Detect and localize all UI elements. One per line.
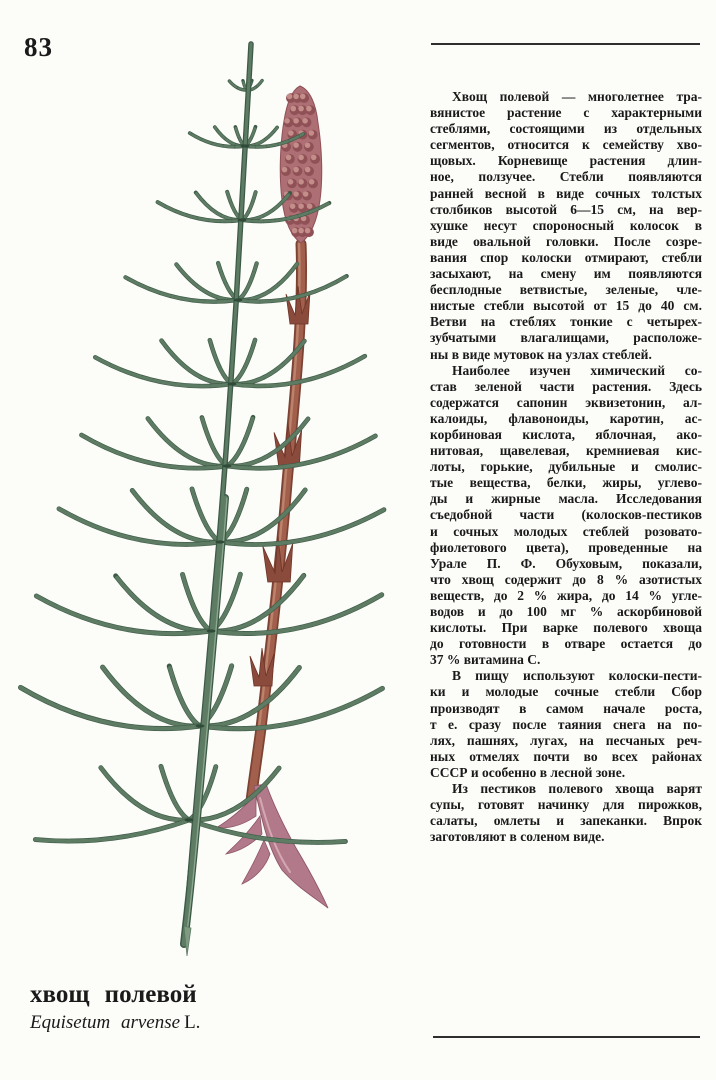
text-line: Урале П. Ф. Обуховым, показали, (430, 555, 702, 571)
text-line: нистые стебли высотой от 15 до 40 см. (430, 298, 702, 314)
text-line: став зеленой части растения. Здесь (430, 378, 702, 394)
text-line: водов и до 100 мг % аскорбиновой (430, 604, 702, 619)
text-line: лях, пашнях, лугах, на песчаных реч- (430, 732, 702, 748)
paragraph (430, 363, 702, 669)
article-text (430, 89, 702, 845)
text-line: СССР и особенно в лесной зоне. (430, 764, 626, 780)
text-line: Ветви на стеблях тонкие с четырех- (430, 314, 702, 330)
sterile-stem (21, 44, 384, 956)
text-line: лоты, горькие, дубильные и смолис- (430, 459, 702, 475)
bottom-rule (433, 1036, 700, 1038)
text-line: щовых. Корневище растения длин- (430, 153, 702, 169)
text-line: кислоты. При варке полевого хвоща (430, 620, 702, 636)
page-number: 83 (24, 32, 53, 62)
paragraph (430, 781, 702, 845)
paragraph (430, 89, 702, 363)
text-line: хушке несут спороносный колосок в (430, 217, 702, 233)
text-line: сегментов, относится к семейству хво- (430, 137, 702, 153)
text-line: Хвощ полевой — многолетнее тра- (452, 89, 702, 104)
text-line: Наиболее изучен химический со- (452, 362, 702, 378)
text-line: бесплодные ветвистые, зеленые, чле- (430, 282, 702, 298)
species-title: хвощ полевой (30, 981, 197, 1008)
text-line: вянистое растение с характерными (430, 105, 702, 121)
paragraph (430, 668, 702, 781)
top-rule (431, 43, 700, 45)
latin-name (30, 1011, 200, 1035)
text-line: ки и молодые сочные стебли Сбор (430, 684, 702, 700)
horsetail-illustration (0, 28, 388, 968)
latin-name-italic: Equisetum arvense (30, 1012, 181, 1033)
text-line: тые вещества, белки, жиры, углево- (430, 475, 702, 491)
text-line: производят в самом начале роста, (430, 700, 702, 716)
latin-author: L. (184, 1012, 201, 1033)
text-line: т е. сразу после таяния снега на по- (430, 716, 702, 732)
text-line: ное, ползучее. Стебли появляются (430, 169, 702, 185)
species-title-block (30, 981, 200, 1035)
text-line: съедобной части (колосков-пестиков (430, 507, 702, 523)
text-line: до готовности в отваре остается до (430, 636, 702, 652)
text-line: салаты, омлеты и запеканки. Впрок (430, 813, 702, 829)
text-line: заготовляют в соленом виде. (430, 829, 605, 845)
text-line: зубчатыми влагалищами, расположе- (430, 330, 702, 346)
text-line: ранней весной в виде сочных толстых (430, 185, 702, 201)
text-line: Из пестиков полевого хвоща варят (452, 781, 702, 797)
text-line: ных отмелях почти во всех районах (430, 748, 702, 764)
text-line: ны в виде мутовок на узлах стеблей. (430, 346, 652, 362)
text-line: фиолетового цвета), проведенные на (430, 539, 702, 555)
text-line: содержатся сапонин эквизетонин, ал- (430, 394, 702, 410)
text-line: ды и жирные масла. Исследования (430, 491, 702, 507)
text-line: засыхают, на смену им появляются (430, 266, 702, 282)
text-line: калоиды, флавоноиды, каротин, ас- (430, 410, 702, 426)
text-line: веществ, до 2 % жира, до 14 % угле- (430, 587, 702, 603)
text-line: и сочных молодых стеблей розовато- (430, 523, 702, 539)
text-line: В пищу используют колоски-пести- (452, 668, 702, 684)
text-line: нитовая, щавелевая, кремниевая кис- (430, 443, 702, 459)
text-line: виде овальной головки. После созре- (430, 233, 702, 249)
text-line: вания спор колоски отмирают, стебли (430, 249, 702, 265)
text-line: что хвощ содержит до 8 % азотистых (430, 571, 702, 587)
text-line: стеблями, состоящими из отдельных (430, 121, 702, 137)
text-line: корбиновая кислота, яблочная, ако- (430, 426, 702, 442)
text-line: супы, готовят начинку для пирожков, (430, 797, 702, 813)
text-line: 37 % витамина С. (430, 652, 541, 668)
text-line: столбиков высотой 6—15 см, на вер- (430, 201, 702, 217)
